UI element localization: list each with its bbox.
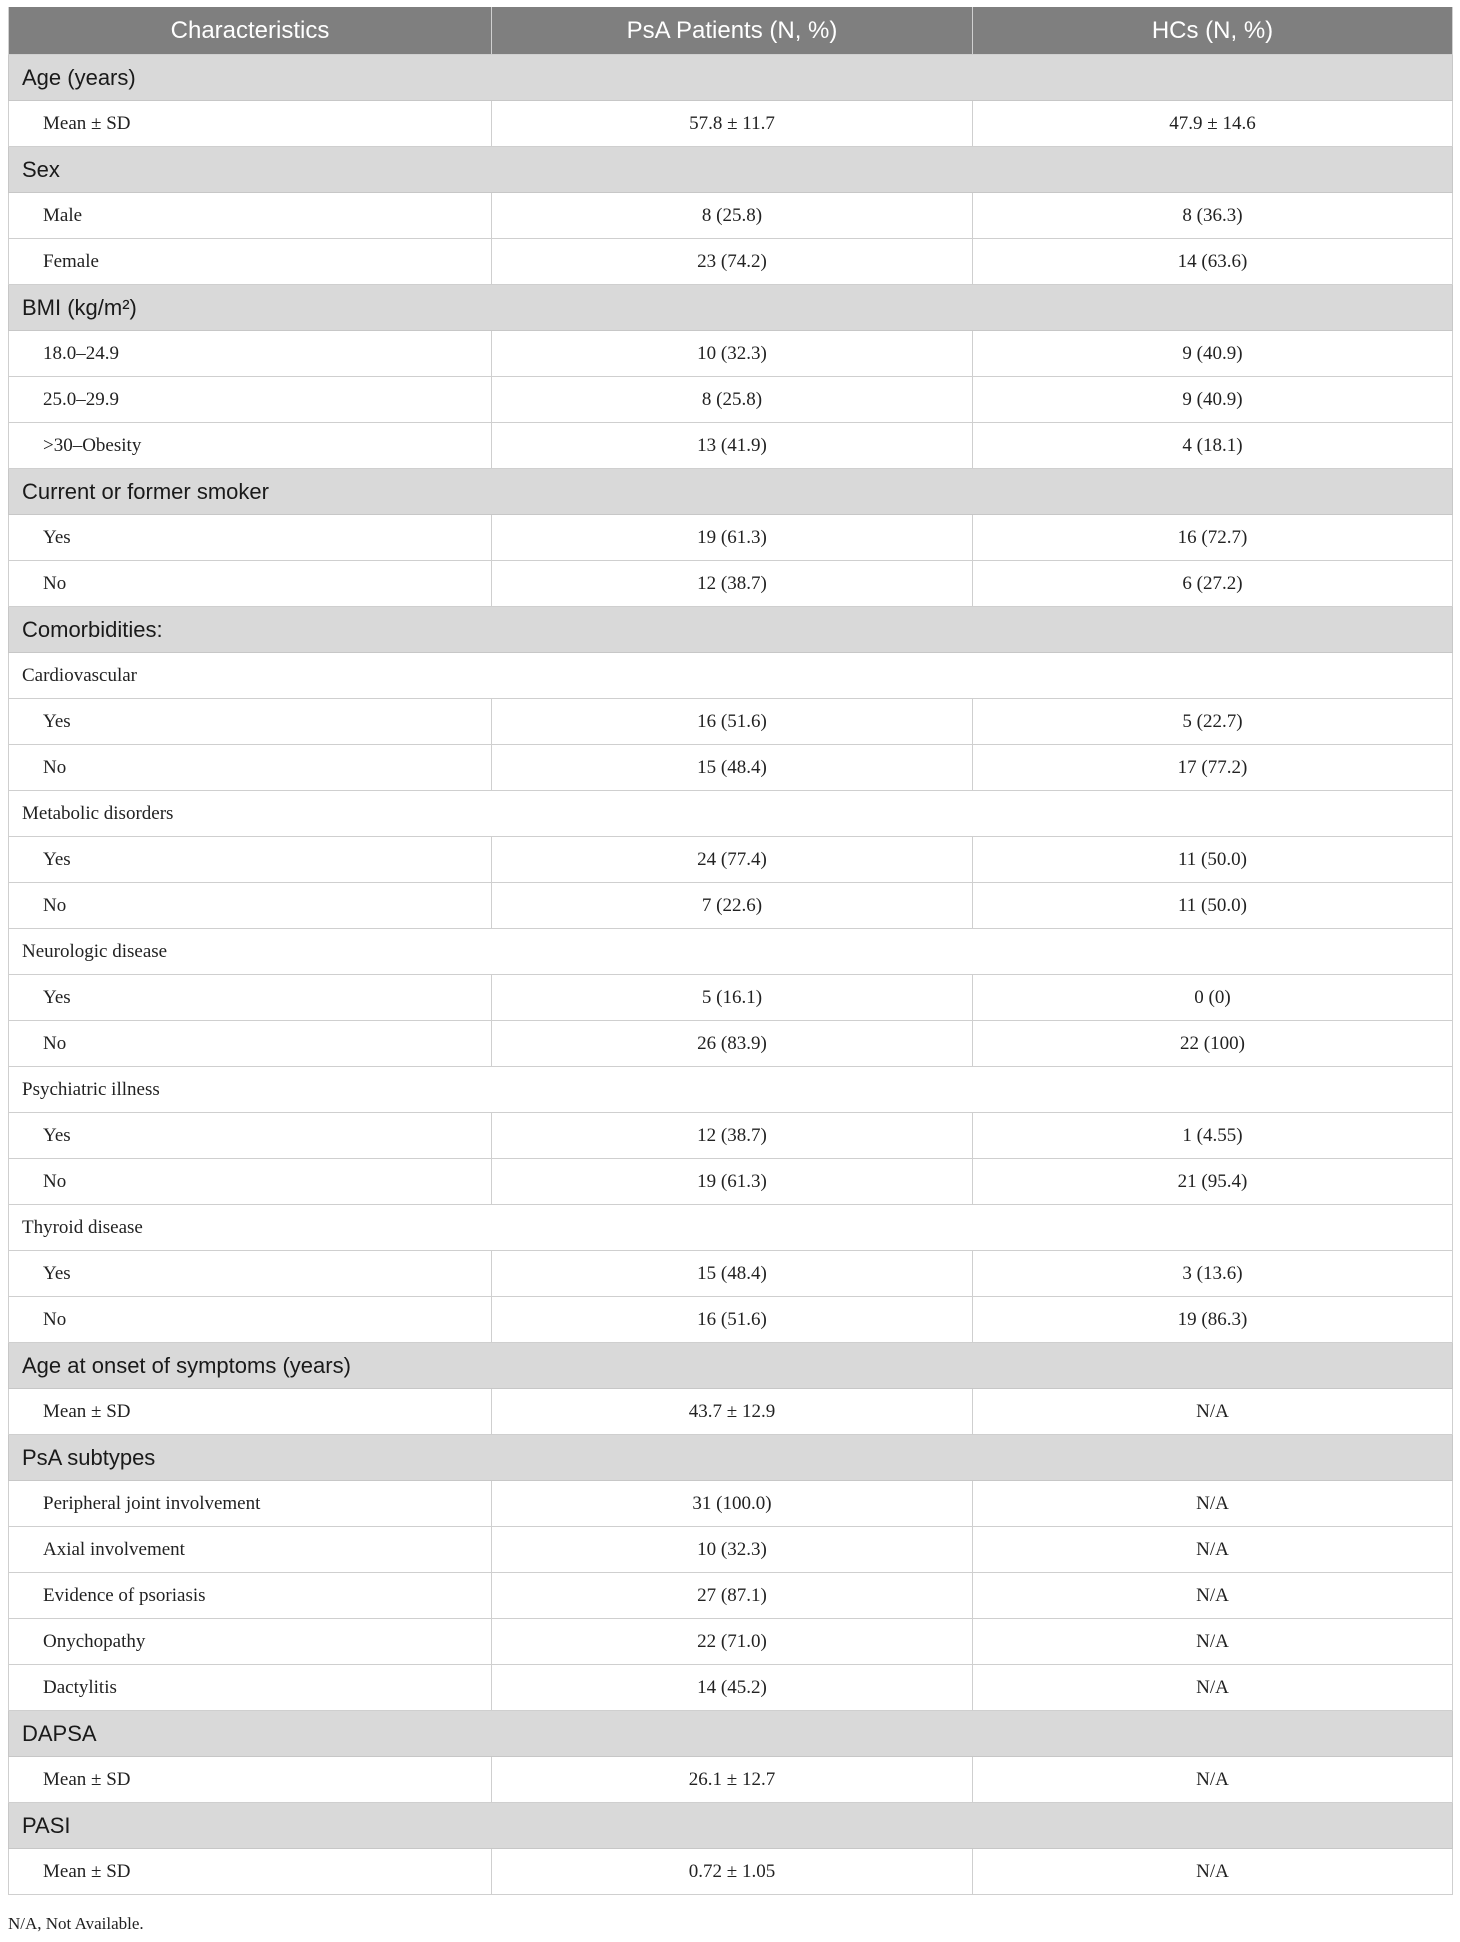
section-header-row: [9, 1803, 1453, 1849]
psa-value-cell: 26.1 ± 12.7: [492, 1757, 973, 1803]
hc-value-cell: 47.9 ± 14.6: [973, 101, 1453, 147]
section-label: Sex: [9, 147, 1453, 193]
subgroup-header-row: [9, 653, 1453, 699]
psa-value-cell: 16 (51.6): [492, 1297, 973, 1343]
subgroup-header-row: [9, 791, 1453, 837]
hc-value-cell: 14 (63.6): [973, 239, 1453, 285]
section-label: DAPSA: [9, 1711, 1453, 1757]
psa-value-cell: 10 (32.3): [492, 331, 973, 377]
psa-value-cell: 14 (45.2): [492, 1665, 973, 1711]
psa-value-cell: 15 (48.4): [492, 1251, 973, 1297]
psa-value-cell: 24 (77.4): [492, 837, 973, 883]
hc-value-cell: N/A: [973, 1619, 1453, 1665]
psa-value-cell: 10 (32.3): [492, 1527, 973, 1573]
psa-value-cell: 12 (38.7): [492, 561, 973, 607]
table-row: [9, 331, 1453, 377]
psa-value-cell: 5 (16.1): [492, 975, 973, 1021]
table-row: [9, 975, 1453, 1021]
table-row: [9, 1297, 1453, 1343]
table-container: [8, 7, 1452, 1895]
psa-value-cell: 23 (74.2): [492, 239, 973, 285]
psa-value-cell: 57.8 ± 11.7: [492, 101, 973, 147]
section-header-row: [9, 147, 1453, 193]
section-label: Age (years): [9, 55, 1453, 101]
row-label-cell: >30–Obesity: [9, 423, 492, 469]
row-label-cell: Yes: [9, 515, 492, 561]
hc-value-cell: 5 (22.7): [973, 699, 1453, 745]
table-row: [9, 1159, 1453, 1205]
psa-value-cell: 12 (38.7): [492, 1113, 973, 1159]
psa-value-cell: 13 (41.9): [492, 423, 973, 469]
hc-value-cell: N/A: [973, 1527, 1453, 1573]
hc-value-cell: 19 (86.3): [973, 1297, 1453, 1343]
hc-value-cell: N/A: [973, 1481, 1453, 1527]
subgroup-label: Psychiatric illness: [9, 1067, 1453, 1113]
row-label-cell: Mean ± SD: [9, 101, 492, 147]
psa-value-cell: 0.72 ± 1.05: [492, 1849, 973, 1895]
row-label-cell: No: [9, 1159, 492, 1205]
psa-value-cell: 8 (25.8): [492, 193, 973, 239]
section-label: PASI: [9, 1803, 1453, 1849]
table-row: [9, 1113, 1453, 1159]
table-row: [9, 193, 1453, 239]
table-row: [9, 1251, 1453, 1297]
row-label-cell: Peripheral joint involvement: [9, 1481, 492, 1527]
hc-value-cell: 11 (50.0): [973, 837, 1453, 883]
row-label-cell: Yes: [9, 837, 492, 883]
table-row: [9, 239, 1453, 285]
hc-value-cell: 21 (95.4): [973, 1159, 1453, 1205]
hc-value-cell: 6 (27.2): [973, 561, 1453, 607]
table-row: [9, 377, 1453, 423]
table-row: [9, 699, 1453, 745]
psa-value-cell: 22 (71.0): [492, 1619, 973, 1665]
hc-value-cell: 22 (100): [973, 1021, 1453, 1067]
section-label: PsA subtypes: [9, 1435, 1453, 1481]
psa-value-cell: 7 (22.6): [492, 883, 973, 929]
row-label-cell: Axial involvement: [9, 1527, 492, 1573]
hc-value-cell: 9 (40.9): [973, 331, 1453, 377]
psa-value-cell: 16 (51.6): [492, 699, 973, 745]
row-label-cell: Yes: [9, 975, 492, 1021]
subgroup-header-row: [9, 1205, 1453, 1251]
row-label-cell: Yes: [9, 1113, 492, 1159]
section-header-row: [9, 469, 1453, 515]
psa-value-cell: 43.7 ± 12.9: [492, 1389, 973, 1435]
hc-value-cell: 9 (40.9): [973, 377, 1453, 423]
hc-value-cell: N/A: [973, 1849, 1453, 1895]
row-label-cell: Female: [9, 239, 492, 285]
hc-value-cell: 17 (77.2): [973, 745, 1453, 791]
hc-value-cell: N/A: [973, 1389, 1453, 1435]
hc-value-cell: 8 (36.3): [973, 193, 1453, 239]
table-row: [9, 837, 1453, 883]
row-label-cell: No: [9, 745, 492, 791]
hc-value-cell: 0 (0): [973, 975, 1453, 1021]
table-row: [9, 1757, 1453, 1803]
section-header-row: [9, 55, 1453, 101]
section-header-row: [9, 285, 1453, 331]
section-label: Comorbidities:: [9, 607, 1453, 653]
table-row: [9, 1481, 1453, 1527]
table-row: [9, 1527, 1453, 1573]
subgroup-header-row: [9, 1067, 1453, 1113]
table-row: [9, 1619, 1453, 1665]
row-label-cell: Dactylitis: [9, 1665, 492, 1711]
subgroup-label: Cardiovascular: [9, 653, 1453, 699]
hc-value-cell: N/A: [973, 1757, 1453, 1803]
section-label: Current or former smoker: [9, 469, 1453, 515]
subgroup-label: Thyroid disease: [9, 1205, 1453, 1251]
hc-value-cell: N/A: [973, 1573, 1453, 1619]
table-footnote: N/A, Not Available.: [8, 1914, 144, 1933]
row-label-cell: No: [9, 561, 492, 607]
psa-value-cell: 15 (48.4): [492, 745, 973, 791]
table-row: [9, 1021, 1453, 1067]
row-label-cell: Mean ± SD: [9, 1389, 492, 1435]
hc-value-cell: 4 (18.1): [973, 423, 1453, 469]
psa-value-cell: 27 (87.1): [492, 1573, 973, 1619]
header-hcs: HCs (N, %): [973, 7, 1453, 55]
row-label-cell: 18.0–24.9: [9, 331, 492, 377]
row-label-cell: No: [9, 1297, 492, 1343]
row-label-cell: 25.0–29.9: [9, 377, 492, 423]
subgroup-header-row: [9, 929, 1453, 975]
table-row: [9, 101, 1453, 147]
table-row: [9, 1849, 1453, 1895]
table-row: [9, 515, 1453, 561]
section-header-row: [9, 1343, 1453, 1389]
section-header-row: [9, 1711, 1453, 1757]
table-row: [9, 745, 1453, 791]
header-psa-patients: PsA Patients (N, %): [492, 7, 973, 55]
subgroup-label: Neurologic disease: [9, 929, 1453, 975]
hc-value-cell: 3 (13.6): [973, 1251, 1453, 1297]
section-header-row: [9, 1435, 1453, 1481]
hc-value-cell: 16 (72.7): [973, 515, 1453, 561]
hc-value-cell: 1 (4.55): [973, 1113, 1453, 1159]
table-header-row: [9, 7, 1453, 55]
row-label-cell: Male: [9, 193, 492, 239]
table-row: [9, 423, 1453, 469]
hc-value-cell: 11 (50.0): [973, 883, 1453, 929]
section-header-row: [9, 607, 1453, 653]
subgroup-label: Metabolic disorders: [9, 791, 1453, 837]
section-label: BMI (kg/m²): [9, 285, 1453, 331]
row-label-cell: Mean ± SD: [9, 1849, 492, 1895]
table-row: [9, 1389, 1453, 1435]
psa-value-cell: 26 (83.9): [492, 1021, 973, 1067]
row-label-cell: Onychopathy: [9, 1619, 492, 1665]
row-label-cell: Yes: [9, 699, 492, 745]
header-characteristics: Characteristics: [9, 7, 492, 55]
row-label-cell: No: [9, 883, 492, 929]
table-row: [9, 1665, 1453, 1711]
table-row: [9, 561, 1453, 607]
hc-value-cell: N/A: [973, 1665, 1453, 1711]
row-label-cell: Evidence of psoriasis: [9, 1573, 492, 1619]
section-label: Age at onset of symptoms (years): [9, 1343, 1453, 1389]
characteristics-table: [8, 7, 1453, 1895]
psa-value-cell: 8 (25.8): [492, 377, 973, 423]
psa-value-cell: 19 (61.3): [492, 515, 973, 561]
row-label-cell: No: [9, 1021, 492, 1067]
psa-value-cell: 31 (100.0): [492, 1481, 973, 1527]
row-label-cell: Yes: [9, 1251, 492, 1297]
table-row: [9, 1573, 1453, 1619]
row-label-cell: Mean ± SD: [9, 1757, 492, 1803]
psa-value-cell: 19 (61.3): [492, 1159, 973, 1205]
table-body: [9, 55, 1453, 1895]
table-row: [9, 883, 1453, 929]
